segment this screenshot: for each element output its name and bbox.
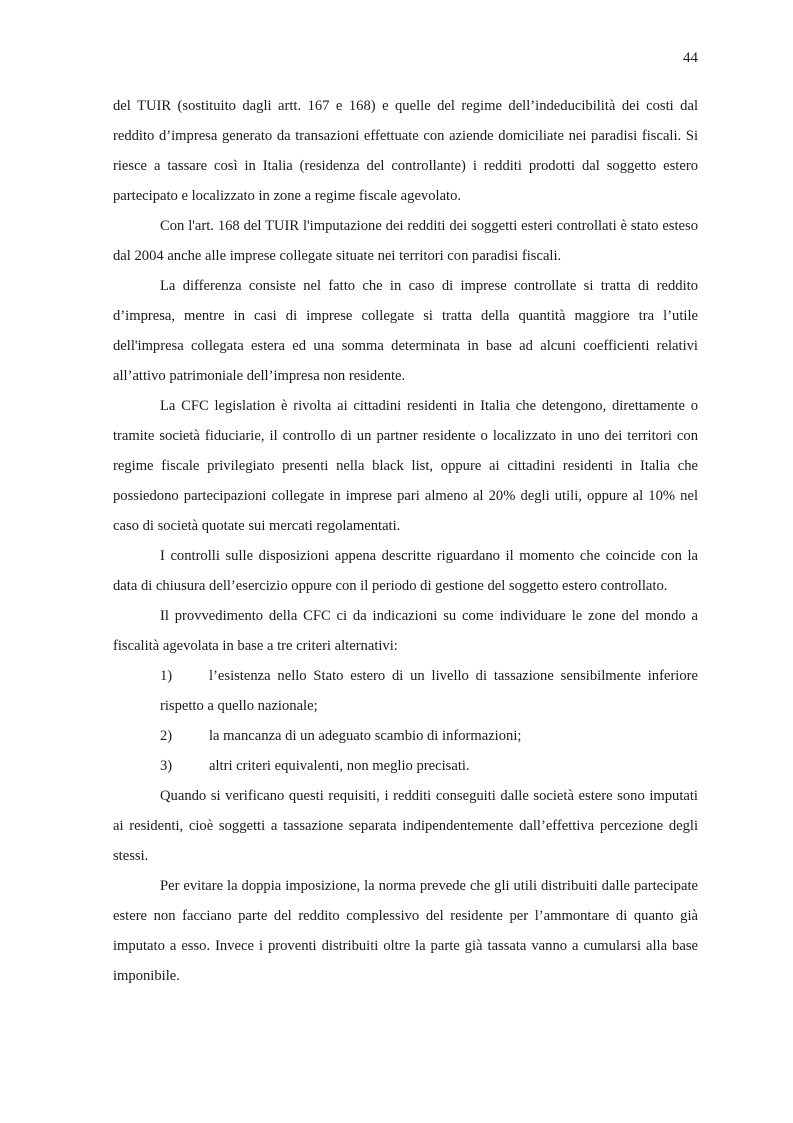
page-number: 44	[683, 50, 698, 66]
list-item-text: la mancanza di un adeguato scambio di informazioni;	[209, 728, 522, 744]
paragraph: I controlli sulle disposizioni appena descritte riguardano il momento che coincide con la data di chiusura dell’esercizio oppure con il periodo di gestione del soggetto estero controllato.	[113, 548, 698, 594]
list-item-number: 2)	[160, 728, 173, 744]
list-item-text: l’esistenza nello Stato estero di un livello di tassazione sensibilmente inferiore rispetto a quello nazionale;	[160, 668, 698, 714]
paragraph: del TUIR (sostituito dagli artt. 167 e 168) e quelle del regime dell’indeducibilità dei costi dal reddito d’impresa generato da transazioni effettuate con aziende domiciliate nei paradisi fiscali. Si riesce a tassare così in Italia (residenza del controllante) i redditi prodotti dal soggetto estero partecipato e localizzato in zone a regime fiscale agevolato.	[113, 98, 698, 204]
list-item	[113, 751, 698, 781]
paragraph: Il provvedimento della CFC ci da indicazioni su come individuare le zone del mondo a fiscalità agevolata in base a tre criteri alternativi:	[113, 608, 698, 654]
paragraph: La CFC legislation è rivolta ai cittadini residenti in Italia che detengono, direttamente o tramite società fiduciarie, il controllo di un partner residente o localizzato in uno dei territori con regime fiscale privilegiato presenti nella black list, oppure ai cittadini residenti in Italia che possiedono partecipazioni collegate in imprese pari almeno al 20% degli utili, oppure al 10% nel caso di società quotate sui mercati regolamentati.	[113, 398, 698, 534]
list-item-text: altri criteri equivalenti, non meglio precisati.	[209, 758, 470, 774]
list-item-number: 3)	[160, 758, 173, 774]
paragraph: Per evitare la doppia imposizione, la norma prevede che gli utili distribuiti dalle partecipate estere non facciano parte del reddito complessivo del residente per l’ammontare di quanto già imputato a esso. Invece i proventi distribuiti oltre la parte già tassata vanno a cumularsi alla base imponibile.	[113, 878, 698, 984]
document-body	[113, 91, 698, 991]
paragraph: La differenza consiste nel fatto che in caso di imprese controllate si tratta di reddito d’impresa, mentre in casi di imprese collegate si tratta della quantità maggiore tra l’utile dell'impresa collegata estera ed una somma determinata in base ad alcuni coefficienti relativi all’attivo patrimoniale dell’impresa non residente.	[113, 278, 698, 384]
paragraph: Quando si verificano questi requisiti, i redditi conseguiti dalle società estere sono imputati ai residenti, cioè soggetti a tassazione separata indipendentemente dall’effettiva percezione degli stessi.	[113, 788, 698, 864]
list-item-number: 1)	[160, 668, 173, 684]
list-item	[113, 661, 698, 721]
list-item	[113, 721, 698, 751]
criteria-list	[113, 661, 698, 781]
paragraph: Con l'art. 168 del TUIR l'imputazione dei redditi dei soggetti esteri controllati è stato esteso dal 2004 anche alle imprese collegate situate nei territori con paradisi fiscali.	[113, 218, 698, 264]
